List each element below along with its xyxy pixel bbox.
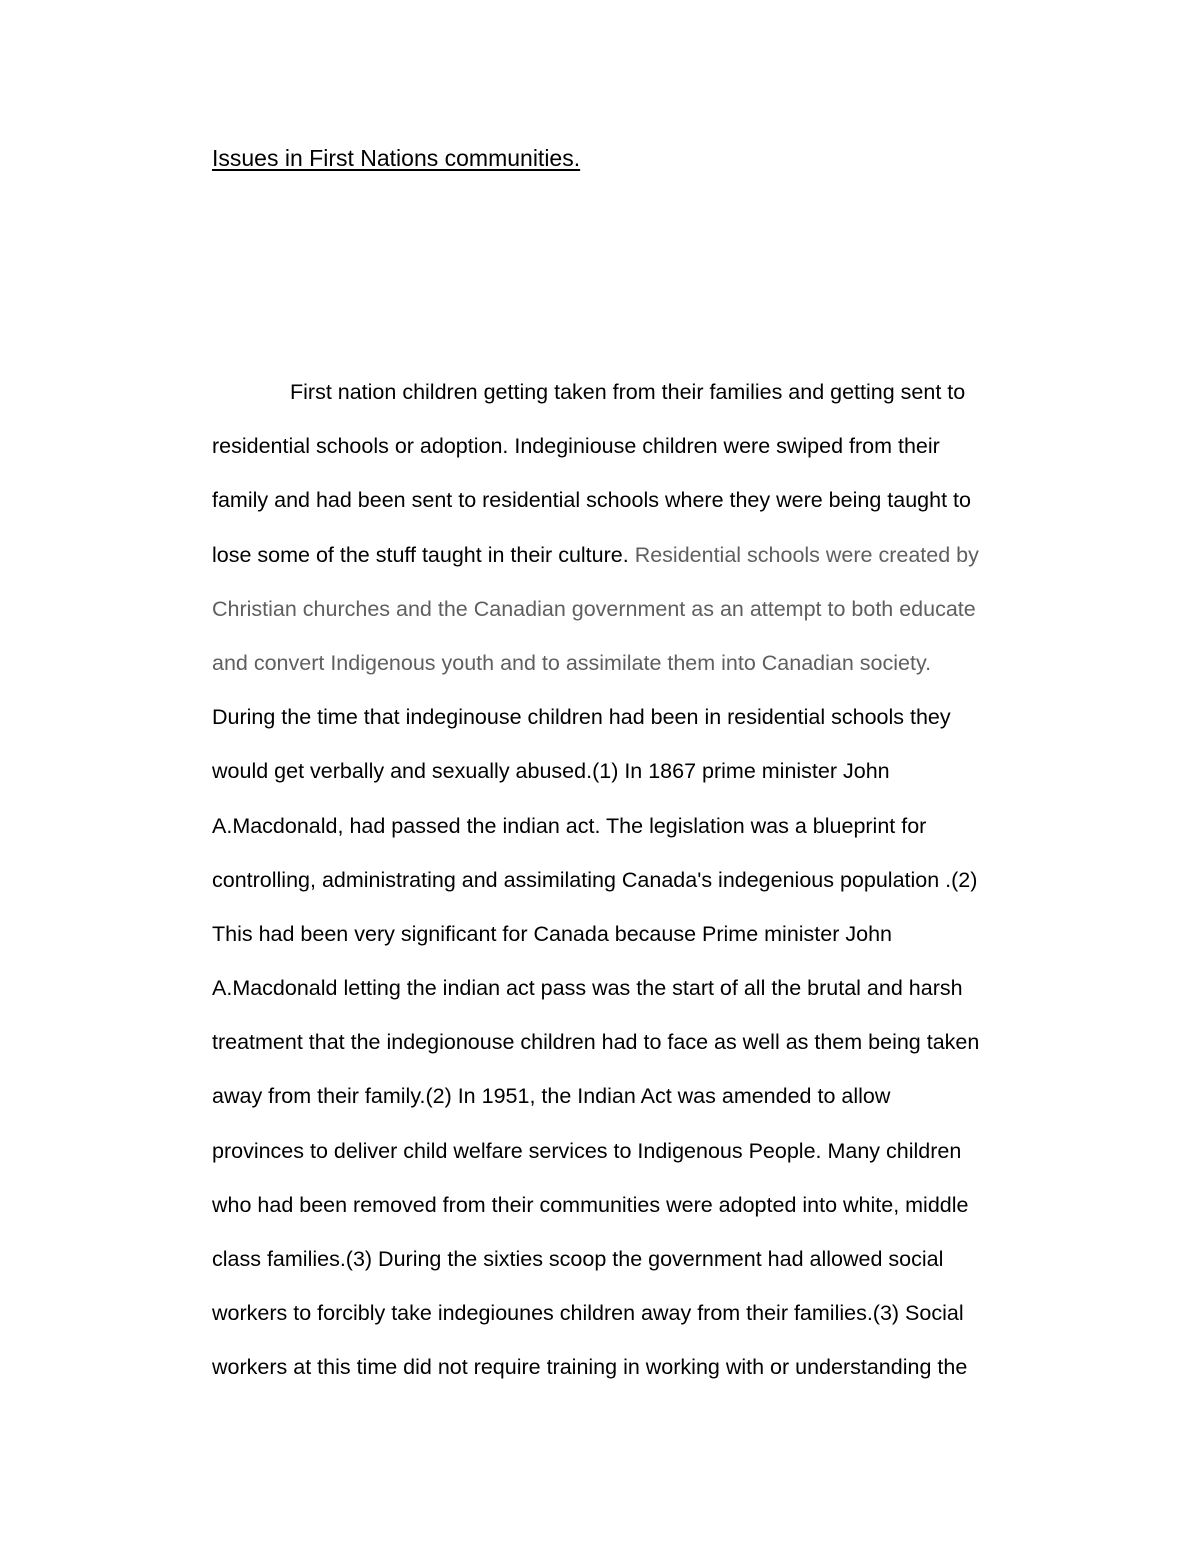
body-line: class families.(3) During the sixties scoop the government had allowed social xyxy=(212,1247,944,1271)
body-line xyxy=(212,528,1092,582)
body-line: A.Macdonald, had passed the indian act. The legislation was a blueprint for xyxy=(212,813,927,838)
body-line: provinces to deliver child welfare services to Indigenous People. Many children xyxy=(212,1138,962,1163)
body-line-text: lose some of the stuff taught in their culture. xyxy=(212,542,635,567)
body-line: away from their family.(2) In 1951, the Indian Act was amended to allow xyxy=(212,1084,891,1109)
document-body xyxy=(212,365,1092,1395)
body-line: workers at this time did not require training in working with or understanding the xyxy=(212,1355,968,1380)
quoted-line: Christian churches and the Canadian government as an attempt to both educate xyxy=(212,596,976,621)
body-line: workers to forcibly take indegiounes children away from their families.(3) Social xyxy=(212,1301,964,1326)
document-title: Issues in First Nations communities. xyxy=(212,145,581,171)
body-line: A.Macdonald letting the indian act pass was the start of all the brutal and harsh xyxy=(212,976,963,1001)
body-line: treatment that the indegionouse children had to face as well as them being taken xyxy=(212,1030,980,1055)
quoted-text: Residential schools were created by xyxy=(634,542,979,567)
quoted-line: and convert Indigenous youth and to assimilate them into Canadian society. xyxy=(212,650,932,675)
body-line: During the time that indeginouse children had been in residential schools they xyxy=(212,705,951,730)
body-line-text: First nation children getting taken from their families and getting sent to xyxy=(290,380,966,404)
body-line: who had been removed from their communities were adopted into white, middle xyxy=(212,1192,969,1217)
body-line: This had been very significant for Canada because Prime minister John xyxy=(212,921,892,946)
body-line xyxy=(212,365,1092,419)
body-line: controlling, administrating and assimilating Canada's indegenious population .(2) xyxy=(212,867,978,892)
body-line: would get verbally and sexually abused.(1) In 1867 prime minister John xyxy=(212,759,890,784)
body-line: family and had been sent to residential schools where they were being taught to xyxy=(212,488,971,513)
body-line: residential schools or adoption. Indeginiouse children were swiped from their xyxy=(212,434,940,459)
